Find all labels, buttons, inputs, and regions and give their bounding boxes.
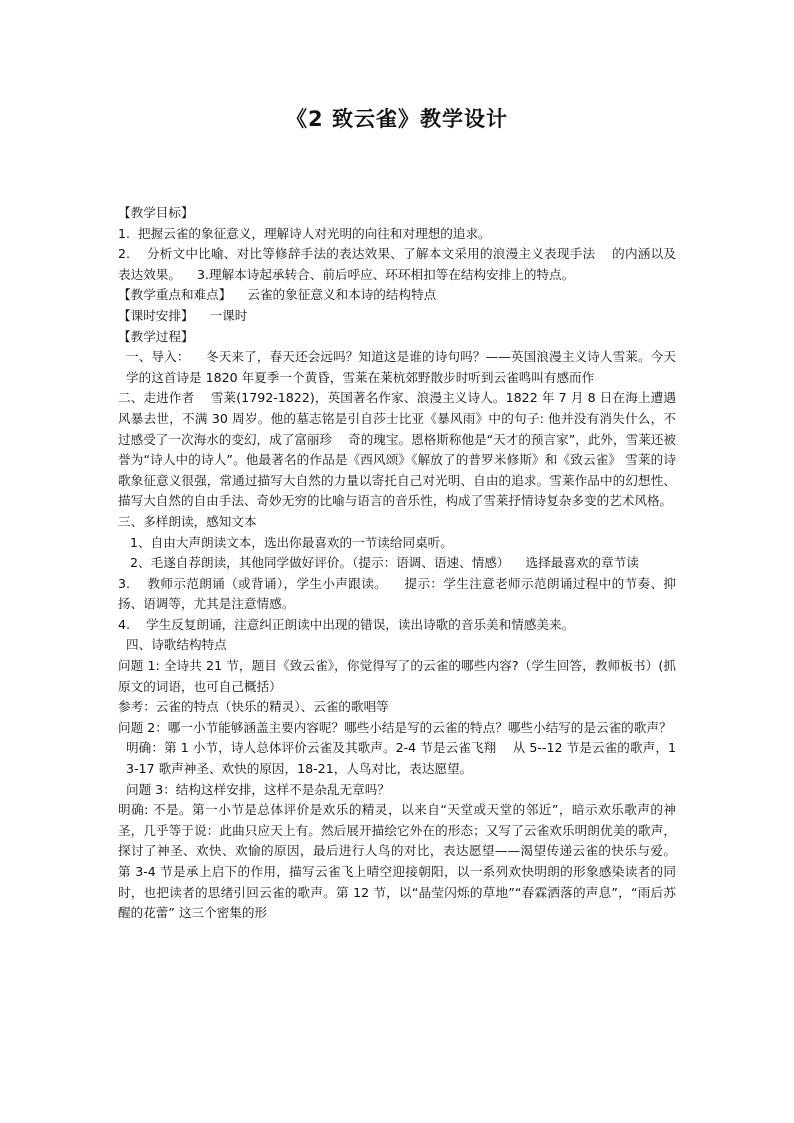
document-title: 《2 致云雀》教学设计 [286,107,508,131]
reading-item-1: 1、自由大声朗读文本，选出你最喜欢的一节读给同桌听。 [130,534,453,550]
question-3: 问题 3：结构这样安排，这样不是杂乱无章吗？ [126,781,390,797]
reading-item-4: 4. 学生反复朗诵，注意纠正朗读中出现的错误，读出诗歌的音乐美和情感美来。 [118,616,575,632]
schedule-line: 【课时安排】 一课时 [118,307,248,323]
document-body [118,203,693,924]
key-points-line: 【教学重点和难点】 云雀的象征意义和本诗的结构特点 [118,287,437,303]
paragraph-introduction: 一、导入： 冬天来了，春天还会远吗？知道这是谁的诗句吗？——英国浪漫主义诗人雪莱。今天学的这首诗是 1820 年夏季一个黄昏，雪莱在莱杭郊野散步时听到云雀鸣叫有感而作 [126,349,676,385]
objective-item-2: 2. 分析文中比喻、对比等修辞手法的表达效果、了解本文采用的浪漫主义表现手法 的内涵以及表达效果。 3.理解本诗起承转合、前后呼应、环环相扣等在结构安排上的特点。 [118,246,676,282]
paragraph-author: 二、走进作者 雪莱(1792-1822)，英国著名作家、浪漫主义诗人。1822 年 7 月 8 日在海上遭遇风暴去世，不满 30 周岁。他的墓志铭是引自莎士比亚《暴风雨》中的句子: 他并没有消失什么，不过感受了一次海水的变幻，成了富丽珍 奇的瑰宝。恩格斯称他是“天才的预言家”，此外，雪莱还被誉为“诗人中的诗人”。他最著名的作品是《西风颂》《解放了的普罗米修斯》和《致云雀》 雪莱的诗歌象征意义很强，常通过描写大自然的力量以寄托自己对光明、自由的追求。雪莱作品中的幻想性、描写大自然的自由手法、奇妙无穷的比喻与语言的音乐性，构成了雪莱抒情诗复杂多变的艺术风格。 [118,390,676,509]
question-2: 问题 2：哪一小节能够涵盖主要内容呢？哪些小结是写的云雀的特点？哪些小结写的是云雀的歌声？ [118,719,672,735]
section-heading-structure: 四、诗歌结构特点 [126,637,227,653]
objective-item-1: 1. 把握云雀的象征意义，理解诗人对光明的向往和对理想的追求。 [118,225,491,241]
section-heading-reading: 三、多样朗读，感知文本 [118,513,257,529]
reading-item-2: 2、毛遂自荐朗读，其他同学做好评价。（提示：语调、语速、情感） 选择最喜欢的章节读 [130,555,639,571]
answer-3: 明确: 不是。第一小节是总体评价是欢乐的精灵，以来自“天堂或天堂的邻近”，暗示欢乐歌声的神圣，几乎等于说：此曲只应天上有。然后展开描绘它外在的形态；又写了云雀欢乐明朗优美的歌声，探讨了神圣、欢快、欢愉的原因，最后进行人鸟的对比，表达愿望——渴望传递云雀的快乐与爱。 第 3-4 节是承上启下的作用，描写云雀飞上晴空迎接朝阳，以一系列欢快明朗的形象感染读者的同时，也把读者的思绪引回云雀的歌声。第 12 节，以“晶莹闪烁的草地”“春霖洒落的声息”，“雨后苏醒的花蕾” 这三个密集的形 [118,802,693,921]
answer-2: 明确：第 1 小节，诗人总体评价云雀及其歌声。2-4 节是云雀飞翔 从 5--12 节是云雀的歌声，13-17 歌声神圣、欢快的原因，18-21，人鸟对比，表达愿望。 [126,740,676,777]
reading-item-3: 3. 教师示范朗诵（或背诵），学生小声跟读。 提示：学生注意老师示范朗诵过程中的节奏、抑扬、语调等，尤其是注意情感。 [118,575,676,612]
section-heading-process: 【教学过程】 [118,328,194,344]
question-1: 问题 1: 全诗共 21 节，题目《致云雀》，你觉得写了的云雀的哪些内容?（学生回答，教师板书）(抓原文的词语，也可自己概括） [118,658,676,694]
reference-answer: 参考：云雀的特点（快乐的精灵）、云雀的歌唱等 [118,699,389,715]
section-heading-objectives: 【教学目标】 [118,205,194,220]
